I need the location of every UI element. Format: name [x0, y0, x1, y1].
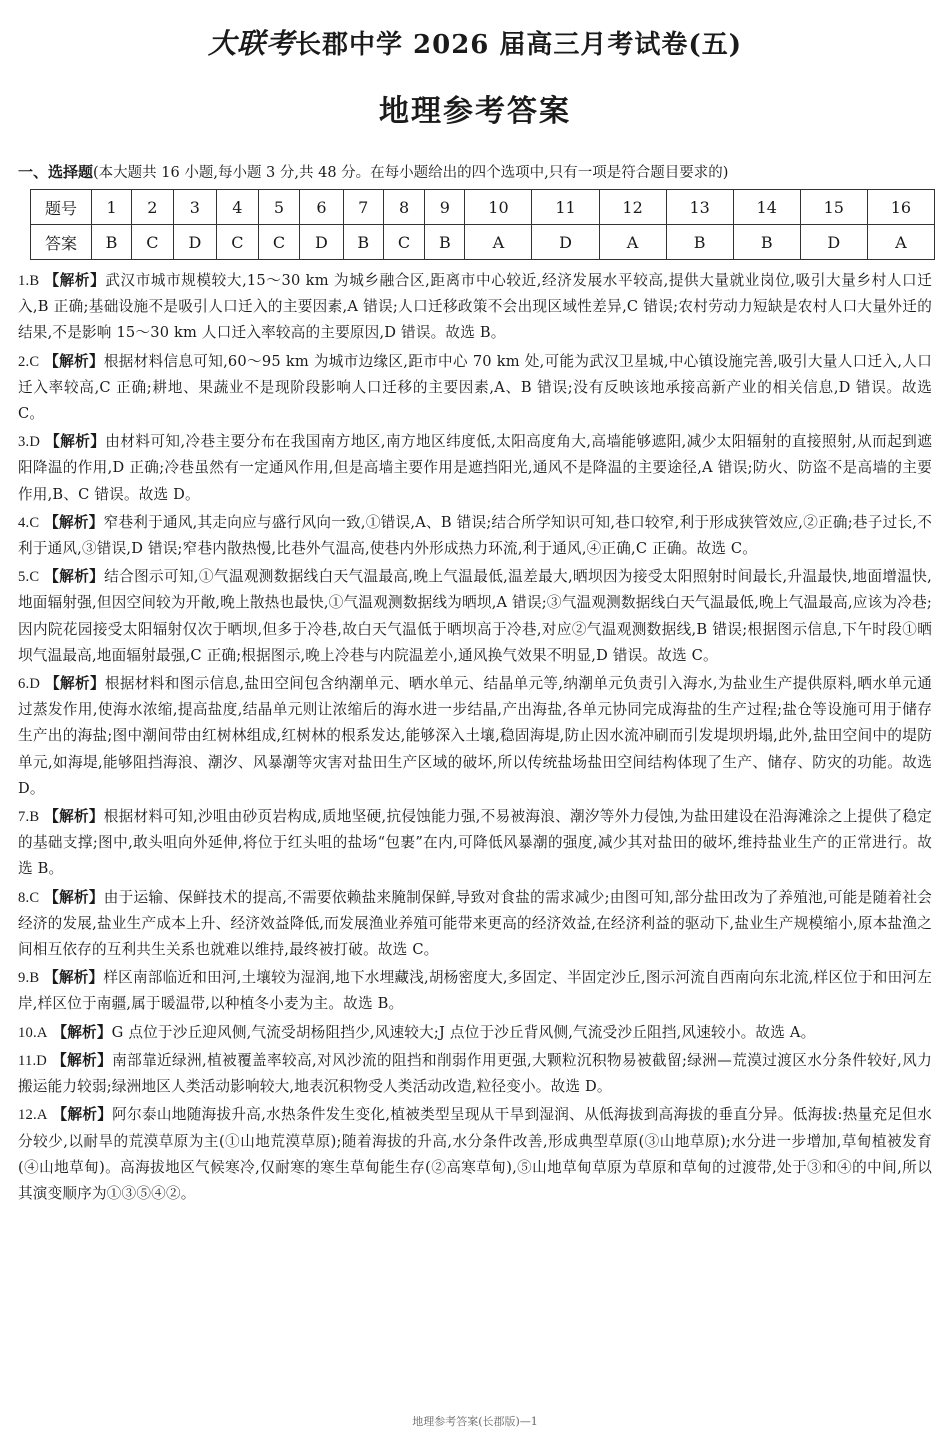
answer-table — [30, 189, 935, 260]
row-label-numbers: 题号 — [31, 190, 92, 225]
answer-cell: D — [800, 225, 867, 260]
analysis-tag: 【解析】 — [44, 352, 104, 370]
analysis-tag: 【解析】 — [44, 808, 104, 826]
question-number: 14 — [733, 190, 800, 225]
explanation-item — [18, 564, 932, 669]
item-number: 12.A — [18, 1107, 48, 1124]
brand-logo: 大联考 — [207, 27, 295, 60]
analysis-tag: 【解析】 — [44, 513, 104, 531]
item-text: 由材料可知,冷巷主要分布在我国南方地区,南方地区纬度低,太阳高度角大,高墙能够遮阳,减少太阳辐射的直接照射,从而起到遮阳降温的作用,D 正确;冷巷虽然有一定通风作用,但是高墙主要作用是遮挡阳光,通风不是降温的主要途径,A 错误;防火、防盗不是高墙的主要作用,B、C 错误。故选 D。 — [18, 433, 932, 503]
item-text: 结合图示可知,①气温观测数据线白天气温最高,晚上气温最低,温差最大,晒坝因为接受太阳照射时间最长,升温最快,地面增温快,地面辐射强,但因空间较为开敞,晚上散热也最快,①气温观测数据线为晒坝,A 错误;③气温观测数据线白天气温最低,晚上气温最高,应该为冷巷;因内院花园接受太阳辐射仅次于晒坝,但多于冷巷,故白天气温低于晒坝高于冷巷,对应②气温观测数据线,B 错误;根据图示信息,下午时段①晒坝气温最高,地面辐射最强,C 正确;根据图示,晚上冷巷与内院温差小,通风换气效果不明显,D 错误。故选 C。 — [18, 568, 932, 664]
question-number: 1 — [92, 190, 132, 225]
explanation-item — [18, 1020, 932, 1046]
explanation-item — [18, 1048, 932, 1100]
analysis-tag: 【解析】 — [45, 675, 105, 693]
analysis-tag: 【解析】 — [44, 888, 104, 906]
page-footer: 地理参考答案(长郡版)—1 — [412, 1415, 538, 1428]
explanation-item — [18, 349, 932, 428]
answer-cell: B — [425, 225, 465, 260]
analysis-tag: 【解析】 — [44, 272, 106, 289]
question-number: 6 — [300, 190, 343, 225]
title-row — [18, 0, 932, 60]
item-number: 11.D — [18, 1052, 48, 1069]
answer-cell: A — [465, 225, 532, 260]
item-number: 5.C — [18, 569, 40, 586]
item-number: 7.B — [18, 809, 40, 826]
analysis-tag: 【解析】 — [52, 1106, 113, 1124]
explanation-item — [18, 1102, 932, 1207]
question-number: 12 — [599, 190, 666, 225]
page-subtitle: 地理参考答案 — [379, 94, 571, 129]
answer-cell: C — [383, 225, 425, 260]
item-number: 3.D — [18, 434, 41, 451]
analysis-tag: 【解析】 — [52, 1023, 112, 1041]
section-note: (本大题共 16 小题,每小题 3 分,共 48 分。在每小题给出的四个选项中,只有一项是符合题目要求的) — [93, 165, 729, 181]
section-heading — [18, 162, 932, 183]
item-number: 10.A — [18, 1024, 48, 1041]
question-number-row — [31, 190, 935, 225]
answer-cell: C — [258, 225, 300, 260]
answer-cell: C — [132, 225, 174, 260]
item-text: 阿尔泰山地随海拔升高,水热条件发生变化,植被类型呈现从干旱到湿润、从低海拔到高海拔的垂直分异。低海拔:热量充足但水分较少,以耐旱的荒漠草原为主(①山地荒漠草原);随着海拔的升高,水分条件改善,形成典型草原(③山地草原);水分进一步增加,草甸植被发育(④山地草甸)。高海拔地区气候寒冷,仅耐寒的寒生草甸能生存(②高寒草甸),⑤山地草甸草原为草原和草甸的过渡带,处于③和④的中间,所以其演变顺序为①③⑤④②。 — [18, 1106, 932, 1202]
item-text: 南部靠近绿洲,植被覆盖率较高,对风沙流的阻挡和削弱作用更强,大颗粒沉积物易被截留;绿洲—荒漠过渡区水分条件较好,风力搬运能力较弱;绿洲地区人类活动影响较大,地表沉积物受人类活动改造,粒径变小。故选 D。 — [18, 1051, 933, 1096]
question-number: 7 — [343, 190, 383, 225]
question-number: 13 — [666, 190, 733, 225]
explanation-item — [18, 268, 932, 347]
explanation-item — [18, 510, 932, 562]
analysis-tag: 【解析】 — [44, 568, 105, 586]
analysis-tag: 【解析】 — [44, 969, 104, 987]
item-number: 8.C — [18, 889, 40, 906]
explanation-list — [18, 268, 932, 1207]
answer-cell: D — [532, 225, 599, 260]
item-number: 4.C — [18, 514, 40, 531]
answer-cell: B — [733, 225, 800, 260]
item-number: 9.B — [18, 970, 40, 987]
item-text: 根据材料和图示信息,盐田空间包含纳潮单元、晒水单元、结晶单元等,纳潮单元负责引入海水,为盐业生产提供原料,晒水单元通过蒸发作用,使海水浓缩,提高盐度,结晶单元则让浓缩后的海水进一步结晶,产出海盐,各单元协同完成海盐的生产过程;盐仓等设施可用于储存生产出的海盐;图中潮间带由红树林组成,红树林的根系发达,能够深入土壤,稳固海堤,防止因水流冲刷而引发堤坝坍塌,此外,盐田空间中的堤防单元,如海堤,能够阻挡海浪、潮汐、风暴潮等灾害对盐田生产区域的破坏,所以传统盐场盐田空间结构体现了生产、储存、防灾的功能。故选 D。 — [18, 675, 932, 797]
item-number: 2.C — [18, 353, 40, 370]
row-label-answers: 答案 — [31, 225, 92, 260]
question-number: 11 — [532, 190, 599, 225]
answer-cell: B — [666, 225, 733, 260]
answer-cell: A — [867, 225, 934, 260]
answer-cell: C — [217, 225, 259, 260]
question-number: 2 — [132, 190, 174, 225]
explanation-item — [18, 429, 932, 508]
answer-cell: A — [599, 225, 666, 260]
question-number: 5 — [258, 190, 300, 225]
item-text: 样区南部临近和田河,土壤较为湿润,地下水埋藏浅,胡杨密度大,多固定、半固定沙丘,图示河流自西南向东北流,样区位于和田河左岸,样区位于南疆,属于暖温带,以种植冬小麦为主。故选 B。 — [18, 969, 932, 1013]
answer-cell: D — [173, 225, 216, 260]
item-text: 武汉市城市规模较大,15～30 km 为城乡融合区,距离市中心较近,经济发展水平较高,提供大量就业岗位,吸引大量乡村人口迁入,B 正确;基础设施不是吸引人口迁入的主要因素,A 错误;人口迁移政策不会出现区域性差异,C 错误;农村劳动力短缺是农村人口大量外迁的结果,不是影响 15～30 km 人口迁入率较高的主要原因,D 错误。故选 B。 — [18, 272, 932, 342]
item-text: 窄巷利于通风,其走向应与盛行风向一致,①错误,A、B 错误;结合所学知识可知,巷口较窄,利于形成狭管效应,②正确;巷子过长,不利于通风,③错误,D 错误;窄巷内散热慢,比巷外气温高,使巷内外形成热力环流,利于通风,④正确,C 正确。故选 C。 — [18, 513, 932, 558]
item-text: G 点位于沙丘迎风侧,气流受胡杨阻挡少,风速较大;J 点位于沙丘背风侧,气流受沙丘阻挡,风速较小。故选 A。 — [111, 1023, 816, 1041]
question-number: 16 — [867, 190, 934, 225]
analysis-tag: 【解析】 — [52, 1051, 113, 1069]
analysis-tag: 【解析】 — [45, 433, 106, 451]
explanation-item — [18, 965, 932, 1017]
explanation-item — [18, 885, 932, 964]
item-number: 6.D — [18, 676, 41, 693]
question-number: 10 — [465, 190, 532, 225]
item-text: 根据材料可知,沙咀由砂页岩构成,质地坚硬,抗侵蚀能力强,不易被海浪、潮汐等外力侵蚀,为盐田建设在沿海滩涂之上提供了稳定的基础支撑;图中,敢头咀向外延伸,将位于红头咀的盐场“包裹”在内,可降低风暴潮的强度,减少其对盐田的破坏,维持盐业生产的正常进行。故选 B。 — [18, 808, 933, 878]
answer-cell: D — [300, 225, 343, 260]
question-number: 3 — [173, 190, 216, 225]
explanation-item — [18, 804, 932, 883]
answer-row — [31, 225, 935, 260]
answer-cell: B — [343, 225, 383, 260]
question-number: 4 — [217, 190, 259, 225]
answer-cell: B — [92, 225, 132, 260]
explanation-item — [18, 671, 932, 802]
exam-title: 长郡中学 2026 届高三月考试卷(五) — [294, 30, 743, 60]
question-number: 9 — [425, 190, 465, 225]
question-number: 8 — [383, 190, 425, 225]
question-number: 15 — [800, 190, 867, 225]
item-number: 1.B — [18, 273, 40, 289]
item-text: 由于运输、保鲜技术的提高,不需要依赖盐来腌制保鲜,导致对食盐的需求减少;由图可知,部分盐田改为了养殖池,可能是随着社会经济的发展,盐业生产成本上升、经济效益降低,而发展渔业养殖可能带来更高的经济效益,在经济利益的驱动下,盐业生产规模缩小,原本盐渔之间相互依存的互利共生关系也就难以维持,最终被打破。故选 C。 — [18, 888, 932, 959]
section-label: 一、选择题 — [18, 163, 94, 181]
item-text: 根据材料信息可知,60～95 km 为城市边缘区,距市中心 70 km 处,可能为武汉卫星城,中心镇设施完善,吸引大量人口迁入,人口迁入率较高,C 正确;耕地、果蔬业不是现阶段影响人口迁移的主要因素,A、B 错误;没有反映该地承接高新产业的相关信息,D 错误。故选 C。 — [18, 352, 932, 423]
